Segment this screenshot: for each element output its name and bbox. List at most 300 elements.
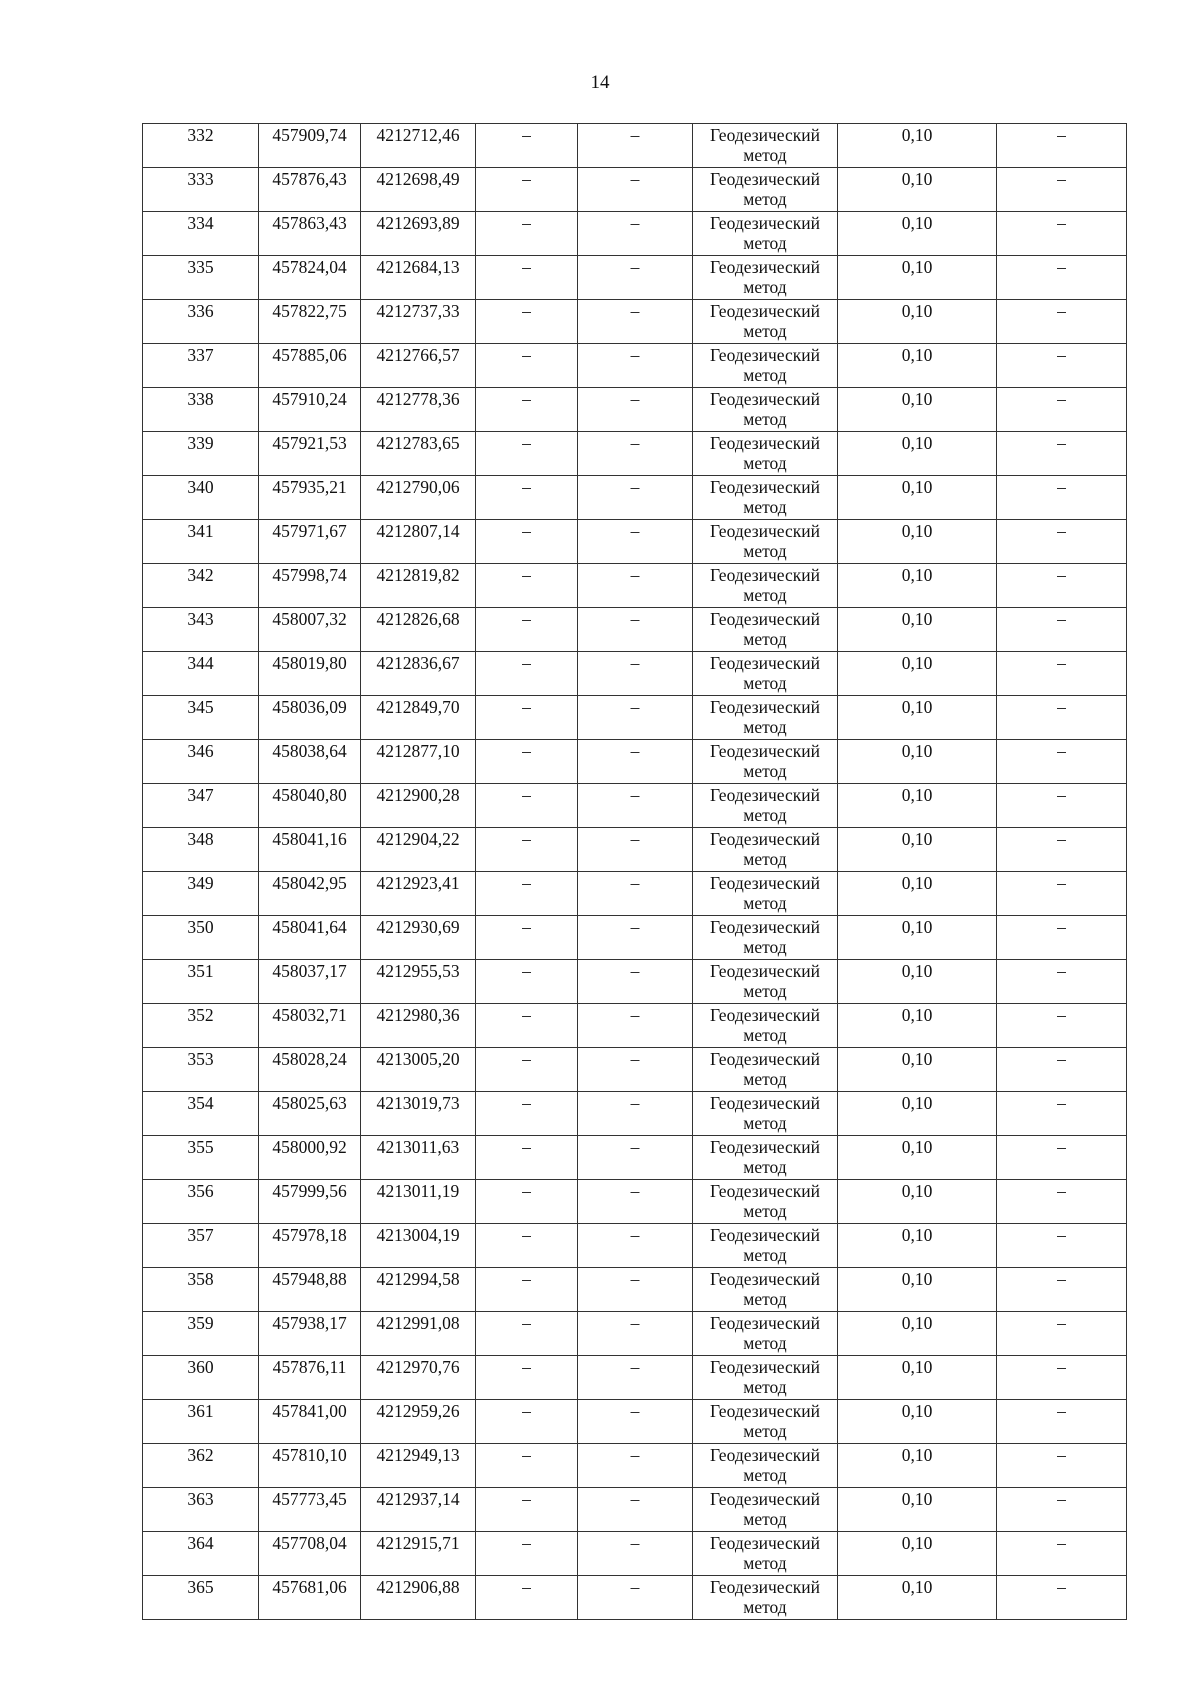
empty-value-cell: – <box>578 1268 693 1312</box>
empty-value-cell: – <box>578 916 693 960</box>
empty-value-cell: – <box>997 696 1127 740</box>
table-row <box>143 168 1127 212</box>
method-cell <box>693 212 838 256</box>
point-number-cell: 350 <box>143 916 259 960</box>
method-line-2: метод <box>743 761 787 781</box>
empty-value-cell: – <box>476 1180 578 1224</box>
accuracy-cell: 0,10 <box>838 344 997 388</box>
y-coordinate-cell: 4212766,57 <box>361 344 476 388</box>
x-coordinate-cell: 457935,21 <box>259 476 361 520</box>
table-row <box>143 300 1127 344</box>
table-row <box>143 1400 1127 1444</box>
table-row <box>143 916 1127 960</box>
table-row <box>143 476 1127 520</box>
empty-value-cell: – <box>997 1092 1127 1136</box>
point-number-cell: 358 <box>143 1268 259 1312</box>
empty-value-cell: – <box>578 388 693 432</box>
x-coordinate-cell: 457998,74 <box>259 564 361 608</box>
method-line-1: Геодезический <box>710 169 820 189</box>
method-line-2: метод <box>743 321 787 341</box>
empty-value-cell: – <box>578 124 693 168</box>
empty-value-cell: – <box>997 432 1127 476</box>
coordinates-table <box>142 123 1127 1620</box>
y-coordinate-cell: 4212693,89 <box>361 212 476 256</box>
empty-value-cell: – <box>997 1576 1127 1620</box>
empty-value-cell: – <box>997 740 1127 784</box>
empty-value-cell: – <box>997 520 1127 564</box>
x-coordinate-cell: 457999,56 <box>259 1180 361 1224</box>
method-cell <box>693 1576 838 1620</box>
empty-value-cell: – <box>997 124 1127 168</box>
empty-value-cell: – <box>997 1356 1127 1400</box>
accuracy-cell: 0,10 <box>838 960 997 1004</box>
empty-value-cell: – <box>997 1444 1127 1488</box>
method-line-2: метод <box>743 937 787 957</box>
table-row <box>143 212 1127 256</box>
x-coordinate-cell: 457910,24 <box>259 388 361 432</box>
y-coordinate-cell: 4212930,69 <box>361 916 476 960</box>
point-number-cell: 360 <box>143 1356 259 1400</box>
empty-value-cell: – <box>997 300 1127 344</box>
empty-value-cell: – <box>997 1004 1127 1048</box>
method-line-1: Геодезический <box>710 1269 820 1289</box>
method-line-1: Геодезический <box>710 1445 820 1465</box>
empty-value-cell: – <box>997 1532 1127 1576</box>
empty-value-cell: – <box>476 916 578 960</box>
x-coordinate-cell: 458041,64 <box>259 916 361 960</box>
method-line-1: Геодезический <box>710 433 820 453</box>
accuracy-cell: 0,10 <box>838 1268 997 1312</box>
empty-value-cell: – <box>997 1048 1127 1092</box>
empty-value-cell: – <box>476 1268 578 1312</box>
method-cell <box>693 1532 838 1576</box>
method-line-1: Геодезический <box>710 125 820 145</box>
y-coordinate-cell: 4212737,33 <box>361 300 476 344</box>
empty-value-cell: – <box>578 476 693 520</box>
y-coordinate-cell: 4212826,68 <box>361 608 476 652</box>
empty-value-cell: – <box>476 1048 578 1092</box>
empty-value-cell: – <box>476 872 578 916</box>
y-coordinate-cell: 4213005,20 <box>361 1048 476 1092</box>
x-coordinate-cell: 458040,80 <box>259 784 361 828</box>
y-coordinate-cell: 4212994,58 <box>361 1268 476 1312</box>
empty-value-cell: – <box>476 344 578 388</box>
point-number-cell: 336 <box>143 300 259 344</box>
accuracy-cell: 0,10 <box>838 388 997 432</box>
table-row <box>143 784 1127 828</box>
empty-value-cell: – <box>476 1092 578 1136</box>
accuracy-cell: 0,10 <box>838 212 997 256</box>
method-line-2: метод <box>743 541 787 561</box>
point-number-cell: 338 <box>143 388 259 432</box>
empty-value-cell: – <box>997 212 1127 256</box>
method-line-1: Геодезический <box>710 1533 820 1553</box>
accuracy-cell: 0,10 <box>838 1532 997 1576</box>
x-coordinate-cell: 458019,80 <box>259 652 361 696</box>
method-line-2: метод <box>743 1465 787 1485</box>
accuracy-cell: 0,10 <box>838 916 997 960</box>
point-number-cell: 341 <box>143 520 259 564</box>
empty-value-cell: – <box>578 1312 693 1356</box>
method-line-1: Геодезический <box>710 477 820 497</box>
y-coordinate-cell: 4212836,67 <box>361 652 476 696</box>
empty-value-cell: – <box>997 916 1127 960</box>
method-line-1: Геодезический <box>710 213 820 233</box>
table-row <box>143 344 1127 388</box>
accuracy-cell: 0,10 <box>838 1136 997 1180</box>
empty-value-cell: – <box>997 1268 1127 1312</box>
method-line-1: Геодезический <box>710 741 820 761</box>
method-cell <box>693 432 838 476</box>
method-line-1: Геодезический <box>710 1093 820 1113</box>
table-row <box>143 1004 1127 1048</box>
point-number-cell: 365 <box>143 1576 259 1620</box>
method-line-1: Геодезический <box>710 1181 820 1201</box>
method-line-2: метод <box>743 1509 787 1529</box>
accuracy-cell: 0,10 <box>838 1312 997 1356</box>
empty-value-cell: – <box>578 1048 693 1092</box>
x-coordinate-cell: 457841,00 <box>259 1400 361 1444</box>
x-coordinate-cell: 458025,63 <box>259 1092 361 1136</box>
method-line-2: метод <box>743 1069 787 1089</box>
y-coordinate-cell: 4212904,22 <box>361 828 476 872</box>
y-coordinate-cell: 4213004,19 <box>361 1224 476 1268</box>
accuracy-cell: 0,10 <box>838 1400 997 1444</box>
method-cell <box>693 652 838 696</box>
method-line-1: Геодезический <box>710 1401 820 1421</box>
empty-value-cell: – <box>997 828 1127 872</box>
empty-value-cell: – <box>997 872 1127 916</box>
empty-value-cell: – <box>476 1356 578 1400</box>
y-coordinate-cell: 4212778,36 <box>361 388 476 432</box>
empty-value-cell: – <box>997 1400 1127 1444</box>
accuracy-cell: 0,10 <box>838 1004 997 1048</box>
method-cell <box>693 740 838 784</box>
x-coordinate-cell: 458028,24 <box>259 1048 361 1092</box>
table-row <box>143 1356 1127 1400</box>
accuracy-cell: 0,10 <box>838 1576 997 1620</box>
x-coordinate-cell: 458036,09 <box>259 696 361 740</box>
y-coordinate-cell: 4212906,88 <box>361 1576 476 1620</box>
accuracy-cell: 0,10 <box>838 476 997 520</box>
empty-value-cell: – <box>997 168 1127 212</box>
table-row <box>143 1048 1127 1092</box>
method-line-1: Геодезический <box>710 1577 820 1597</box>
method-line-1: Геодезический <box>710 521 820 541</box>
empty-value-cell: – <box>997 1224 1127 1268</box>
empty-value-cell: – <box>997 256 1127 300</box>
y-coordinate-cell: 4212819,82 <box>361 564 476 608</box>
accuracy-cell: 0,10 <box>838 300 997 344</box>
point-number-cell: 344 <box>143 652 259 696</box>
y-coordinate-cell: 4213011,63 <box>361 1136 476 1180</box>
method-cell <box>693 828 838 872</box>
method-line-1: Геодезический <box>710 565 820 585</box>
y-coordinate-cell: 4212849,70 <box>361 696 476 740</box>
empty-value-cell: – <box>476 1312 578 1356</box>
method-line-2: метод <box>743 673 787 693</box>
table-row <box>143 960 1127 1004</box>
empty-value-cell: – <box>997 652 1127 696</box>
accuracy-cell: 0,10 <box>838 652 997 696</box>
y-coordinate-cell: 4212949,13 <box>361 1444 476 1488</box>
point-number-cell: 339 <box>143 432 259 476</box>
point-number-cell: 343 <box>143 608 259 652</box>
empty-value-cell: – <box>476 1444 578 1488</box>
method-line-1: Геодезический <box>710 873 820 893</box>
empty-value-cell: – <box>578 300 693 344</box>
method-line-2: метод <box>743 1421 787 1441</box>
y-coordinate-cell: 4212955,53 <box>361 960 476 1004</box>
empty-value-cell: – <box>578 520 693 564</box>
empty-value-cell: – <box>997 476 1127 520</box>
method-line-2: метод <box>743 1597 787 1617</box>
empty-value-cell: – <box>997 1488 1127 1532</box>
table-row <box>143 1576 1127 1620</box>
table-row <box>143 520 1127 564</box>
point-number-cell: 337 <box>143 344 259 388</box>
x-coordinate-cell: 457824,04 <box>259 256 361 300</box>
table-row <box>143 1532 1127 1576</box>
table-row <box>143 740 1127 784</box>
method-line-1: Геодезический <box>710 653 820 673</box>
accuracy-cell: 0,10 <box>838 256 997 300</box>
method-cell <box>693 256 838 300</box>
empty-value-cell: – <box>476 608 578 652</box>
empty-value-cell: – <box>476 652 578 696</box>
accuracy-cell: 0,10 <box>838 1488 997 1532</box>
accuracy-cell: 0,10 <box>838 124 997 168</box>
method-line-1: Геодезический <box>710 1049 820 1069</box>
empty-value-cell: – <box>476 300 578 344</box>
method-cell <box>693 1488 838 1532</box>
y-coordinate-cell: 4212783,65 <box>361 432 476 476</box>
accuracy-cell: 0,10 <box>838 828 997 872</box>
method-line-1: Геодезический <box>710 1225 820 1245</box>
method-line-2: метод <box>743 145 787 165</box>
empty-value-cell: – <box>476 564 578 608</box>
point-number-cell: 355 <box>143 1136 259 1180</box>
accuracy-cell: 0,10 <box>838 1180 997 1224</box>
y-coordinate-cell: 4212970,76 <box>361 1356 476 1400</box>
method-line-2: метод <box>743 1333 787 1353</box>
accuracy-cell: 0,10 <box>838 1048 997 1092</box>
table-row <box>143 828 1127 872</box>
table-row <box>143 256 1127 300</box>
method-cell <box>693 1004 838 1048</box>
method-cell <box>693 1048 838 1092</box>
method-line-2: метод <box>743 1157 787 1177</box>
x-coordinate-cell: 457948,88 <box>259 1268 361 1312</box>
table-row <box>143 388 1127 432</box>
y-coordinate-cell: 4212959,26 <box>361 1400 476 1444</box>
point-number-cell: 364 <box>143 1532 259 1576</box>
table-row <box>143 1488 1127 1532</box>
empty-value-cell: – <box>578 1400 693 1444</box>
method-line-1: Геодезический <box>710 1137 820 1157</box>
method-line-1: Геодезический <box>710 1357 820 1377</box>
empty-value-cell: – <box>476 696 578 740</box>
y-coordinate-cell: 4212790,06 <box>361 476 476 520</box>
method-cell <box>693 168 838 212</box>
x-coordinate-cell: 458007,32 <box>259 608 361 652</box>
method-cell <box>693 1224 838 1268</box>
point-number-cell: 349 <box>143 872 259 916</box>
table-row <box>143 432 1127 476</box>
empty-value-cell: – <box>476 212 578 256</box>
y-coordinate-cell: 4212923,41 <box>361 872 476 916</box>
method-cell <box>693 300 838 344</box>
empty-value-cell: – <box>578 696 693 740</box>
empty-value-cell: – <box>476 740 578 784</box>
empty-value-cell: – <box>997 608 1127 652</box>
empty-value-cell: – <box>578 652 693 696</box>
accuracy-cell: 0,10 <box>838 1092 997 1136</box>
table-row <box>143 1136 1127 1180</box>
empty-value-cell: – <box>476 432 578 476</box>
point-number-cell: 347 <box>143 784 259 828</box>
method-cell <box>693 1092 838 1136</box>
y-coordinate-cell: 4213011,19 <box>361 1180 476 1224</box>
method-cell <box>693 872 838 916</box>
x-coordinate-cell: 457681,06 <box>259 1576 361 1620</box>
x-coordinate-cell: 457822,75 <box>259 300 361 344</box>
method-line-1: Геодезический <box>710 389 820 409</box>
empty-value-cell: – <box>997 784 1127 828</box>
x-coordinate-cell: 458037,17 <box>259 960 361 1004</box>
method-line-2: метод <box>743 629 787 649</box>
method-line-2: метод <box>743 497 787 517</box>
x-coordinate-cell: 457978,18 <box>259 1224 361 1268</box>
method-cell <box>693 1136 838 1180</box>
x-coordinate-cell: 457863,43 <box>259 212 361 256</box>
table-row <box>143 1180 1127 1224</box>
empty-value-cell: – <box>578 564 693 608</box>
method-line-2: метод <box>743 233 787 253</box>
empty-value-cell: – <box>997 1312 1127 1356</box>
accuracy-cell: 0,10 <box>838 740 997 784</box>
y-coordinate-cell: 4212991,08 <box>361 1312 476 1356</box>
empty-value-cell: – <box>476 520 578 564</box>
method-line-2: метод <box>743 981 787 1001</box>
method-cell <box>693 1400 838 1444</box>
x-coordinate-cell: 457938,17 <box>259 1312 361 1356</box>
method-line-2: метод <box>743 585 787 605</box>
point-number-cell: 335 <box>143 256 259 300</box>
empty-value-cell: – <box>476 828 578 872</box>
method-cell <box>693 124 838 168</box>
point-number-cell: 356 <box>143 1180 259 1224</box>
point-number-cell: 359 <box>143 1312 259 1356</box>
method-line-2: метод <box>743 805 787 825</box>
empty-value-cell: – <box>578 1444 693 1488</box>
method-line-1: Геодезический <box>710 917 820 937</box>
point-number-cell: 345 <box>143 696 259 740</box>
empty-value-cell: – <box>578 1092 693 1136</box>
empty-value-cell: – <box>578 1532 693 1576</box>
method-line-2: метод <box>743 893 787 913</box>
method-line-2: метод <box>743 1245 787 1265</box>
empty-value-cell: – <box>997 960 1127 1004</box>
y-coordinate-cell: 4212698,49 <box>361 168 476 212</box>
y-coordinate-cell: 4212937,14 <box>361 1488 476 1532</box>
empty-value-cell: – <box>476 168 578 212</box>
empty-value-cell: – <box>476 1488 578 1532</box>
accuracy-cell: 0,10 <box>838 1224 997 1268</box>
accuracy-cell: 0,10 <box>838 564 997 608</box>
method-line-2: метод <box>743 1025 787 1045</box>
table-row <box>143 1268 1127 1312</box>
method-cell <box>693 916 838 960</box>
method-cell <box>693 564 838 608</box>
x-coordinate-cell: 457909,74 <box>259 124 361 168</box>
method-line-2: метод <box>743 365 787 385</box>
empty-value-cell: – <box>476 1004 578 1048</box>
method-line-2: метод <box>743 717 787 737</box>
y-coordinate-cell: 4212915,71 <box>361 1532 476 1576</box>
empty-value-cell: – <box>578 256 693 300</box>
empty-value-cell: – <box>578 1356 693 1400</box>
table-row <box>143 608 1127 652</box>
empty-value-cell: – <box>578 784 693 828</box>
method-cell <box>693 1180 838 1224</box>
empty-value-cell: – <box>997 388 1127 432</box>
empty-value-cell: – <box>476 1576 578 1620</box>
page-number: 14 <box>590 72 610 93</box>
table-row <box>143 1224 1127 1268</box>
table-row <box>143 696 1127 740</box>
empty-value-cell: – <box>476 784 578 828</box>
empty-value-cell: – <box>997 1180 1127 1224</box>
y-coordinate-cell: 4212807,14 <box>361 520 476 564</box>
point-number-cell: 353 <box>143 1048 259 1092</box>
method-cell <box>693 696 838 740</box>
point-number-cell: 340 <box>143 476 259 520</box>
accuracy-cell: 0,10 <box>838 872 997 916</box>
point-number-cell: 363 <box>143 1488 259 1532</box>
method-line-1: Геодезический <box>710 961 820 981</box>
point-number-cell: 333 <box>143 168 259 212</box>
y-coordinate-cell: 4212900,28 <box>361 784 476 828</box>
method-line-1: Геодезический <box>710 345 820 365</box>
empty-value-cell: – <box>476 476 578 520</box>
method-cell <box>693 960 838 1004</box>
method-line-2: метод <box>743 409 787 429</box>
method-cell <box>693 1356 838 1400</box>
method-line-1: Геодезический <box>710 1489 820 1509</box>
method-line-1: Геодезический <box>710 785 820 805</box>
empty-value-cell: – <box>578 1004 693 1048</box>
y-coordinate-cell: 4213019,73 <box>361 1092 476 1136</box>
empty-value-cell: – <box>476 960 578 1004</box>
empty-value-cell: – <box>578 872 693 916</box>
y-coordinate-cell: 4212877,10 <box>361 740 476 784</box>
accuracy-cell: 0,10 <box>838 696 997 740</box>
table-row <box>143 1312 1127 1356</box>
point-number-cell: 352 <box>143 1004 259 1048</box>
method-line-1: Геодезический <box>710 301 820 321</box>
point-number-cell: 361 <box>143 1400 259 1444</box>
x-coordinate-cell: 457971,67 <box>259 520 361 564</box>
method-line-1: Геодезический <box>710 1005 820 1025</box>
x-coordinate-cell: 457876,43 <box>259 168 361 212</box>
x-coordinate-cell: 457810,10 <box>259 1444 361 1488</box>
accuracy-cell: 0,10 <box>838 432 997 476</box>
method-line-1: Геодезический <box>710 829 820 849</box>
accuracy-cell: 0,10 <box>838 608 997 652</box>
empty-value-cell: – <box>476 1400 578 1444</box>
empty-value-cell: – <box>578 608 693 652</box>
